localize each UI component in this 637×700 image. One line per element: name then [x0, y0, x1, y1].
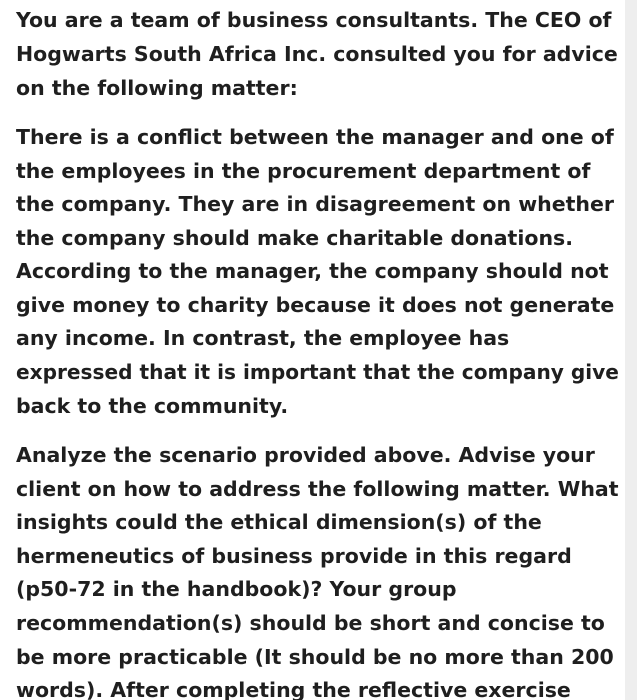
paragraph-2-line-9: back to the community. [16, 394, 289, 418]
paragraph-1-line-3: on the following matter: [16, 76, 298, 100]
paragraph-2-line-4: the company should make charitable donations. [16, 226, 574, 250]
paragraph-2-line-2: the employees in the procurement department of [16, 159, 591, 183]
paragraph-3-line-2: client on how to address the following matter. What [16, 477, 619, 501]
paragraph-2-line-3: the company. They are in disagreement on whether [16, 192, 615, 216]
paragraph-2-line-6: give money to charity because it does not generate [16, 293, 615, 317]
paragraph-3-line-8: words). After completing the reflective exercise [16, 678, 571, 700]
paragraph-1-line-1: You are a team of business consultants. The CEO of [16, 8, 612, 32]
paragraph-1-line-2: Hogwarts South Africa Inc. consulted you for advice [16, 42, 618, 66]
paragraph-3-line-3: insights could the ethical dimension(s) of the [16, 510, 542, 534]
paragraph-3-line-6: recommendation(s) should be short and concise to [16, 611, 605, 635]
paragraph-3-line-1: Analyze the scenario provided above. Advise your [16, 443, 595, 467]
paragraph-2-line-7: any income. In contrast, the employee has [16, 326, 510, 350]
paragraph-3-line-5: (p50-72 in the handbook)? Your group [16, 577, 457, 601]
paragraph-3-line-4: hermeneutics of business provide in this regard [16, 544, 572, 568]
page-edge-strip [625, 0, 637, 700]
paragraph-2-line-5: According to the manager, the company should not [16, 259, 609, 283]
paragraph-3-line-7: be more practicable (It should be no more than 200 [16, 645, 614, 669]
paragraph-2-line-1: There is a conflict between the manager and one of [16, 125, 614, 149]
paragraph-2-line-8: expressed that it is important that the company give [16, 360, 619, 384]
